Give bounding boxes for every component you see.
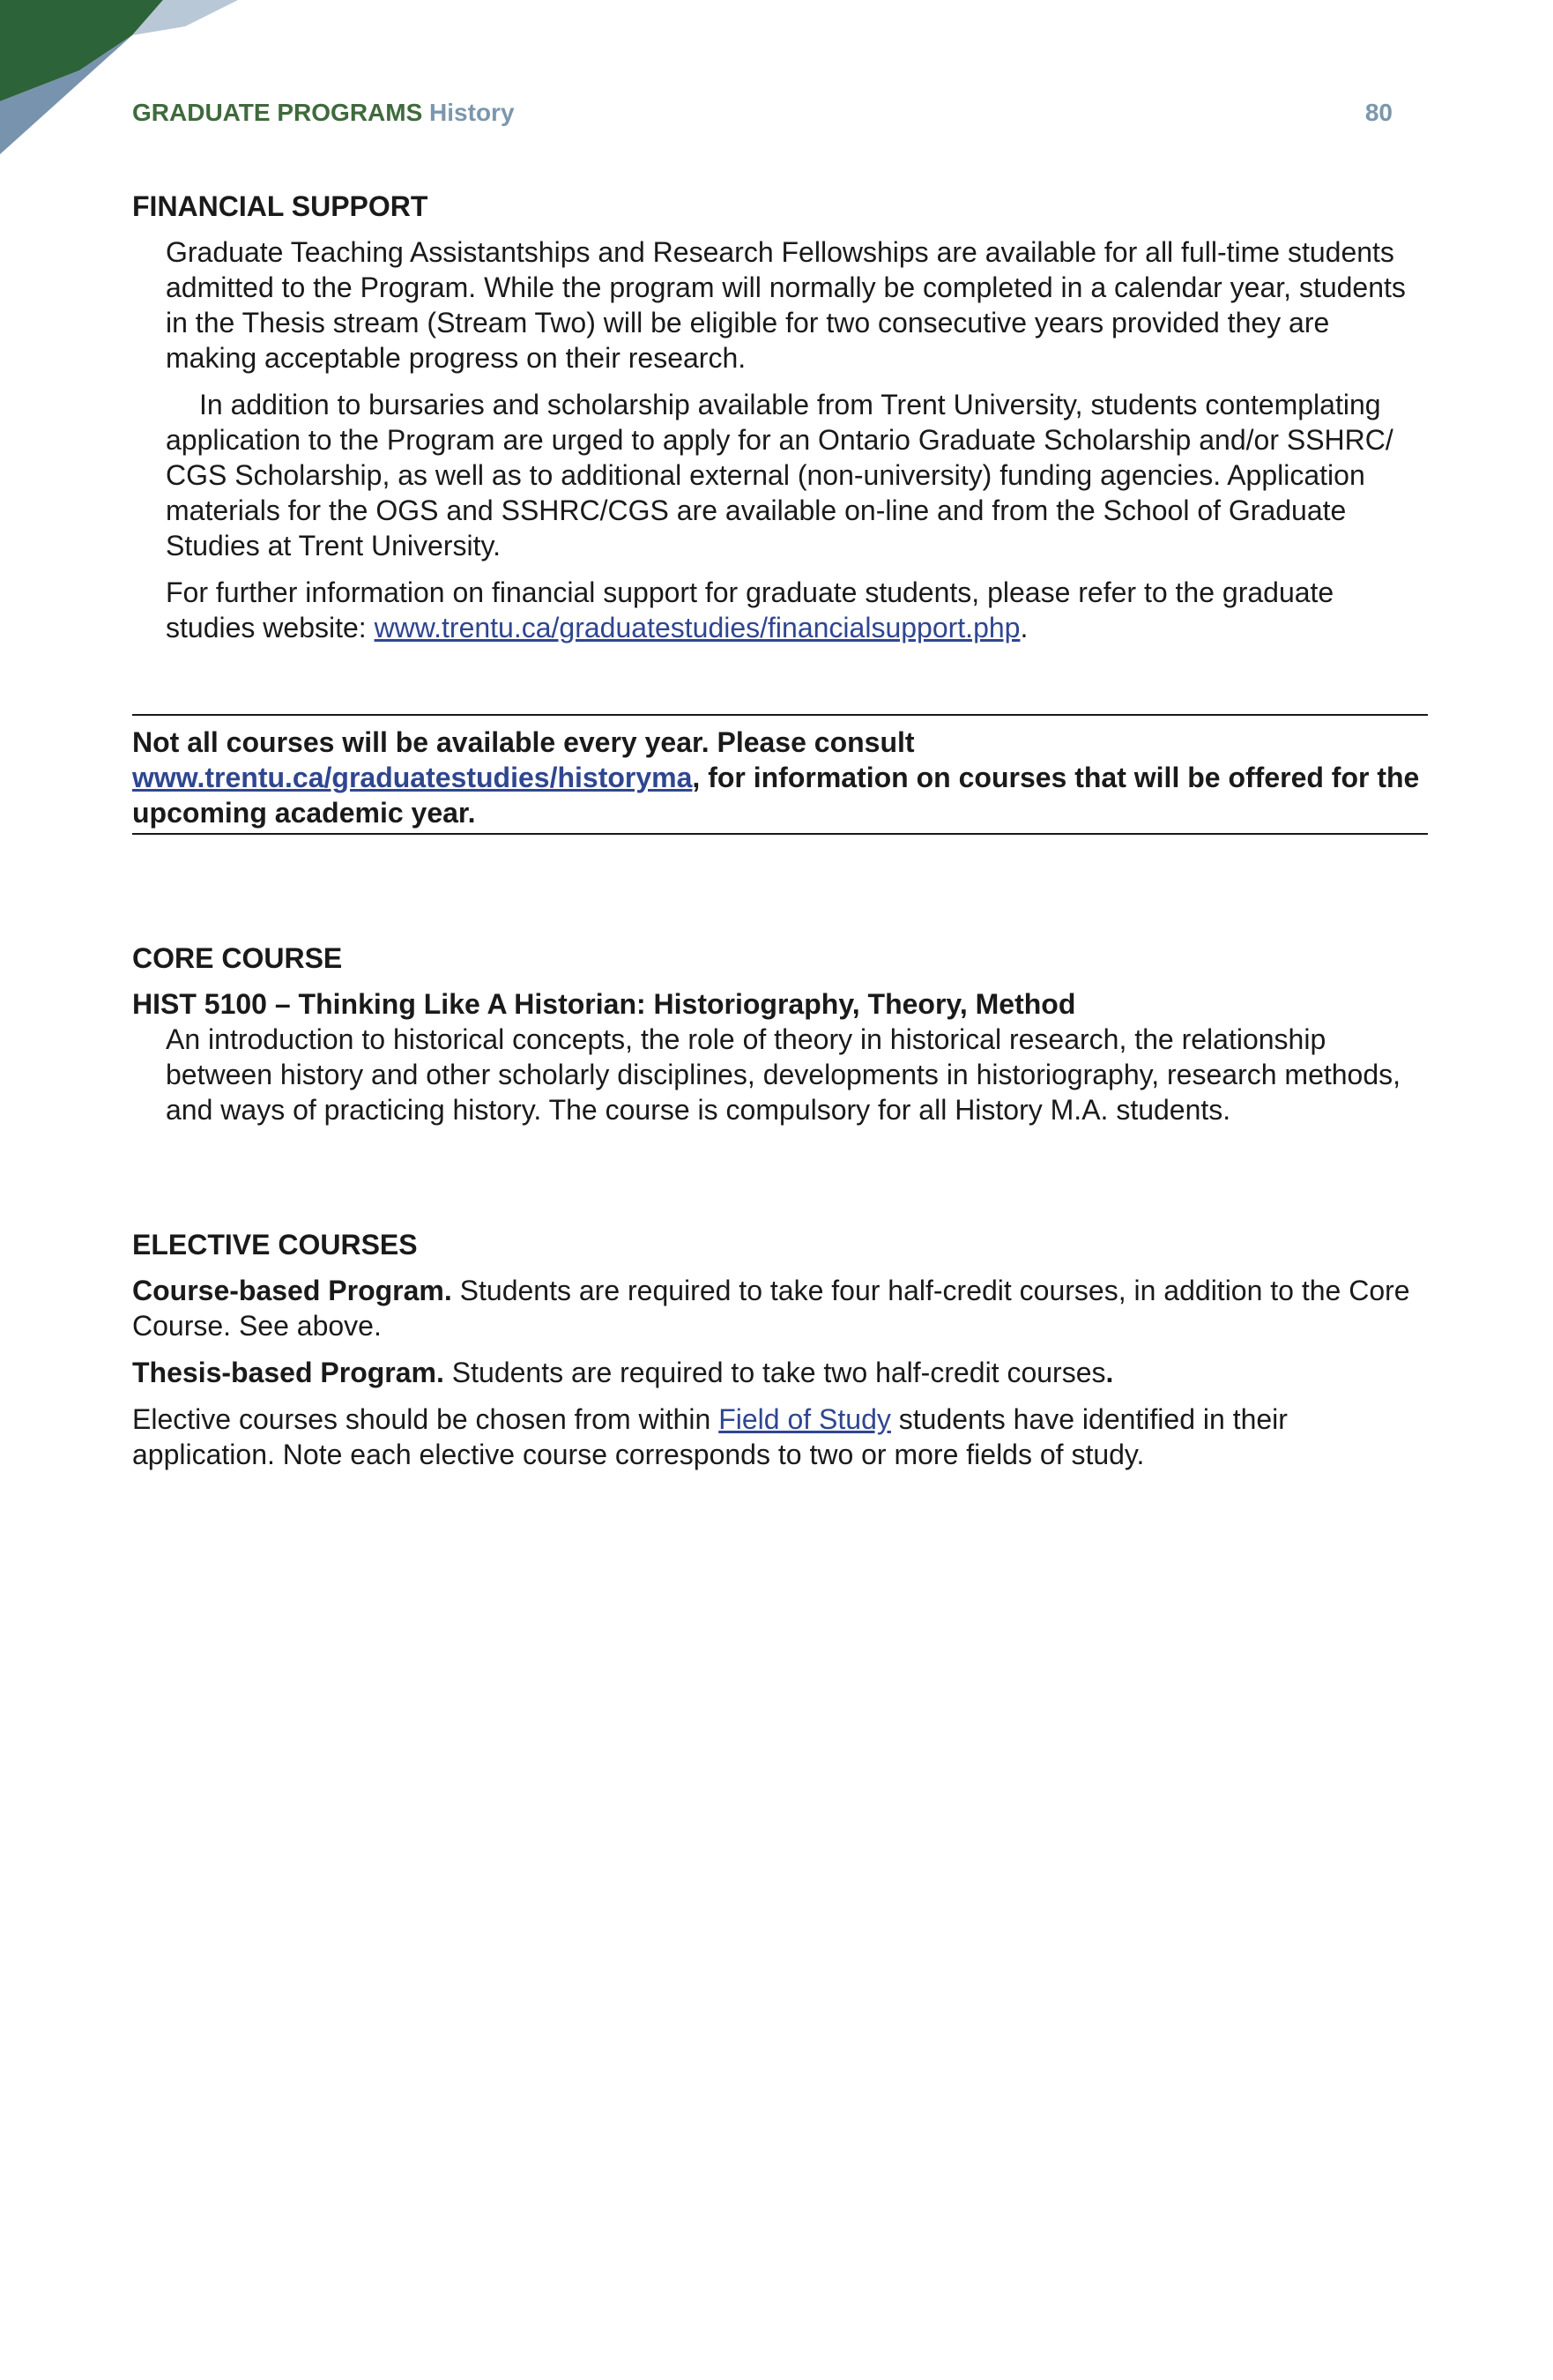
financial-support-para-3-prefix: For further information on financial support for graduate students, please refer to the graduate studies website: bbox=[166, 576, 1334, 643]
header-program: GRADUATE PROGRAMS bbox=[132, 99, 423, 126]
notice-suffix: , for information on courses that will be offered for the upcoming academic year. bbox=[132, 762, 1420, 829]
header-subject: History bbox=[429, 99, 515, 126]
elective-suffix: students have identified in their application. Note each elective course corresponds to two or more fields of study. bbox=[132, 1403, 1288, 1470]
field-of-study-link[interactable]: Field of Study bbox=[718, 1403, 891, 1435]
course-based-program bbox=[132, 1273, 1428, 1343]
financial-support-link[interactable]: www.trentu.ca/graduatestudies/financialsupport.php bbox=[374, 612, 1021, 643]
thesis-based-end: . bbox=[1105, 1357, 1114, 1388]
elective-courses-heading: ELECTIVE COURSES bbox=[132, 1229, 418, 1261]
thesis-based-program bbox=[132, 1355, 1428, 1390]
financial-support-para-2: In addition to bursaries and scholarship available from Trent University, students contemplating application to the Program are urged to apply for an Ontario Graduate Scholarship and/or SSHRC/ CGS Scholarship, as well as to additional external (non-university) funding agencies. Application materials for the OGS and SSHRC/CGS are available on-line and from the School of Graduate Studies at Trent University. bbox=[166, 389, 1393, 562]
thesis-based-text: Students are required to take two half-credit courses bbox=[443, 1357, 1106, 1388]
thesis-based-label: Thesis-based Program. bbox=[132, 1357, 444, 1388]
core-course-title: HIST 5100 – Thinking Like A Historian: Historiography, Theory, Method bbox=[132, 988, 1076, 1020]
financial-support-para-3 bbox=[166, 575, 1428, 645]
elective-prefix: Elective courses should be chosen from within bbox=[132, 1403, 719, 1435]
financial-support-body bbox=[132, 234, 1428, 645]
core-course-heading: CORE COURSE bbox=[132, 942, 343, 974]
elective-selection-note bbox=[132, 1402, 1428, 1472]
financial-support-para-1: Graduate Teaching Assistantships and Research Fellowships are available for all full-time students admitted to the Program. While the program will normally be completed in a calendar year, students in the Thesis stream (Stream Two) will be eligible for two consecutive years provided they are making acceptable progress on their research. bbox=[166, 236, 1406, 374]
historyma-link[interactable]: www.trentu.ca/graduatestudies/historyma bbox=[132, 762, 693, 793]
page-content bbox=[132, 189, 1428, 1484]
page-number: 80 bbox=[1364, 99, 1393, 126]
core-course-description: An introduction to historical concepts, the role of theory in historical research, the relationship between history and other scholarly disciplines, developments in historiography, research methods, and ways of practicing history. The course is compulsory for all History M.A. students. bbox=[166, 1023, 1401, 1126]
courses-availability-notice bbox=[132, 714, 1428, 835]
core-course-description-block bbox=[132, 1022, 1428, 1127]
running-header bbox=[132, 99, 1393, 127]
course-based-label: Course-based Program. bbox=[132, 1275, 452, 1306]
course-based-text: Students are required to take four half-credit courses, in addition to the Core Course. See above. bbox=[132, 1275, 1410, 1342]
financial-support-para-3-suffix: . bbox=[1020, 612, 1029, 643]
notice-prefix: Not all courses will be available every year. Please consult bbox=[132, 726, 915, 758]
financial-support-heading: FINANCIAL SUPPORT bbox=[132, 190, 428, 222]
corner-decoration bbox=[0, 0, 264, 159]
